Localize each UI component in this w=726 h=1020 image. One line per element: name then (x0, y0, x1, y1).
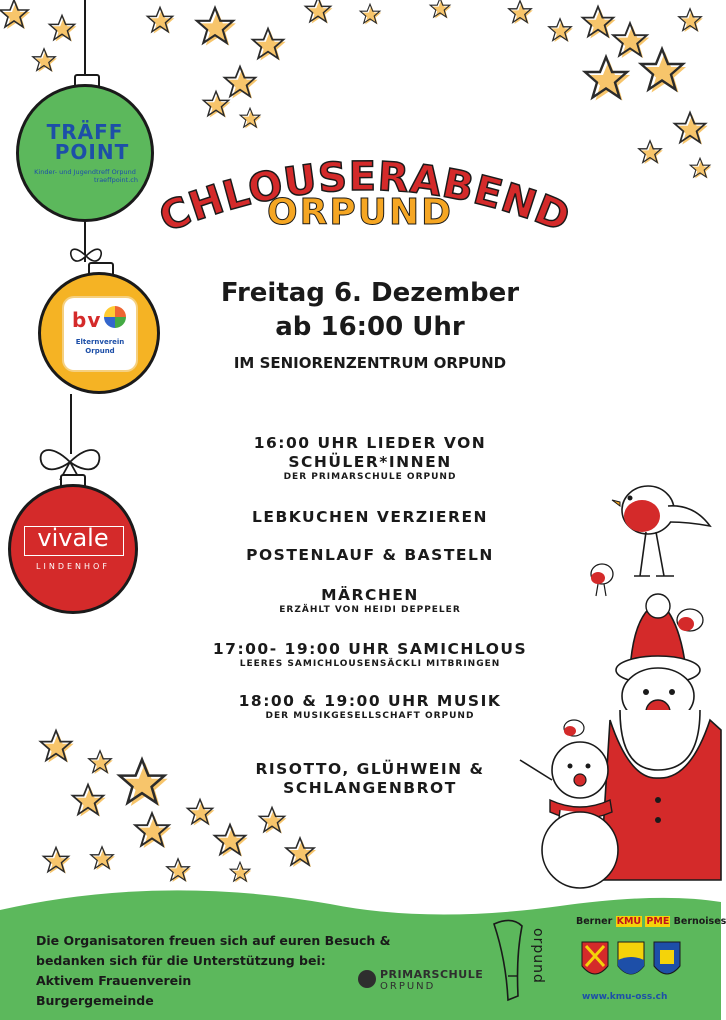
elternverein-name (64, 338, 136, 356)
footer-line3: Aktivem Frauenverein (36, 973, 192, 988)
event-date-block (150, 276, 590, 344)
program-main: RISOTTO, GLÜHWEIN & (255, 760, 485, 778)
title-line1: CHLOUSERABEND (153, 153, 577, 242)
kmu-title (576, 916, 726, 927)
kmu-post: Bernoises (673, 916, 726, 927)
program-item (160, 640, 580, 670)
event-date: Freitag 6. Dezember (220, 278, 520, 308)
footer-thanks (36, 931, 391, 1011)
santa-illustration (560, 470, 721, 880)
traffpoint-sub: Kinder- und Jugendtreff Orpund (34, 168, 136, 176)
program-main: POSTENLAUF & BASTELN (246, 546, 494, 564)
event-time: ab 16:00 Uhr (275, 312, 465, 342)
traffpoint-line1: TRÄFF (46, 120, 124, 144)
program-item (160, 546, 580, 565)
program-main: 18:00 & 19:00 UHR MUSIK (238, 692, 502, 710)
program-item (160, 508, 580, 527)
footer-line4: Burgergemeinde (36, 993, 154, 1008)
traffpoint-url: traeffpoint.ch (93, 176, 138, 184)
vivale-word: vivale (37, 524, 109, 552)
program-main2: SCHLANGENBROT (283, 779, 457, 797)
kmu-url: www.kmu-oss.ch (582, 992, 668, 1002)
kmu-hl1: KMU (616, 916, 642, 927)
elternverein-mark: bv (72, 308, 102, 332)
bird-icon (677, 609, 703, 631)
program-item (160, 692, 580, 722)
bird-icon (564, 720, 584, 736)
ornament-string (84, 0, 86, 84)
program-sub: LEERES SAMICHLOUSENSÄCKLI MITBRINGEN (239, 659, 501, 669)
ball-icon (104, 306, 126, 328)
primarschule-line1: PRIMARSCHULE (380, 968, 484, 981)
kmu-pre: Berner (576, 916, 613, 927)
elternverein-name2: Orpund (85, 347, 115, 355)
orpund-wordmark: orpund (530, 928, 546, 984)
program-item (160, 760, 580, 798)
coat-of-arms-icon (578, 936, 688, 990)
program-sub: DER MUSIKGESELLSCHAFT ORPUND (265, 711, 475, 721)
program-main: MÄRCHEN (321, 586, 419, 604)
vivale-logo (14, 520, 132, 580)
program-main: LEBKUCHEN VERZIEREN (251, 508, 489, 526)
program-main2: SCHÜLER*INNEN (288, 453, 452, 471)
primarschule-logo (358, 964, 483, 998)
traffpoint-line2: POINT (54, 140, 130, 164)
footer-line1: Die Organisatoren freuen sich auf euren Besuch & (36, 933, 391, 948)
program-sub: DER PRIMARSCHULE ORPUND (283, 472, 457, 482)
elternverein-logo (64, 298, 136, 370)
traffpoint-logo (22, 122, 148, 184)
program-main: 17:00- 19:00 UHR SAMICHLOUS (212, 640, 528, 658)
program-sub: ERZÄHLT VON HEIDI DEPPELER (279, 605, 461, 615)
school-icon (358, 970, 376, 988)
elternverein-name1: Elternverein (75, 338, 125, 346)
program-main: 16:00 UHR LIEDER VON (253, 434, 487, 452)
title-line2: ORPUND (267, 192, 453, 233)
program-item (160, 586, 580, 616)
footer-line2: bedanken sich für die Unterstützung bei: (36, 953, 326, 968)
kmu-logo (574, 914, 726, 1010)
bird-icon (612, 486, 710, 576)
vivale-sub: LINDENHOF (36, 562, 110, 571)
program-item (160, 434, 580, 483)
event-venue: IM SENIORENZENTRUM ORPUND (233, 354, 507, 372)
bird-icon (591, 564, 613, 596)
kmu-hl2: PME (646, 916, 670, 927)
primarschule-line2: ORPUND (380, 981, 436, 992)
